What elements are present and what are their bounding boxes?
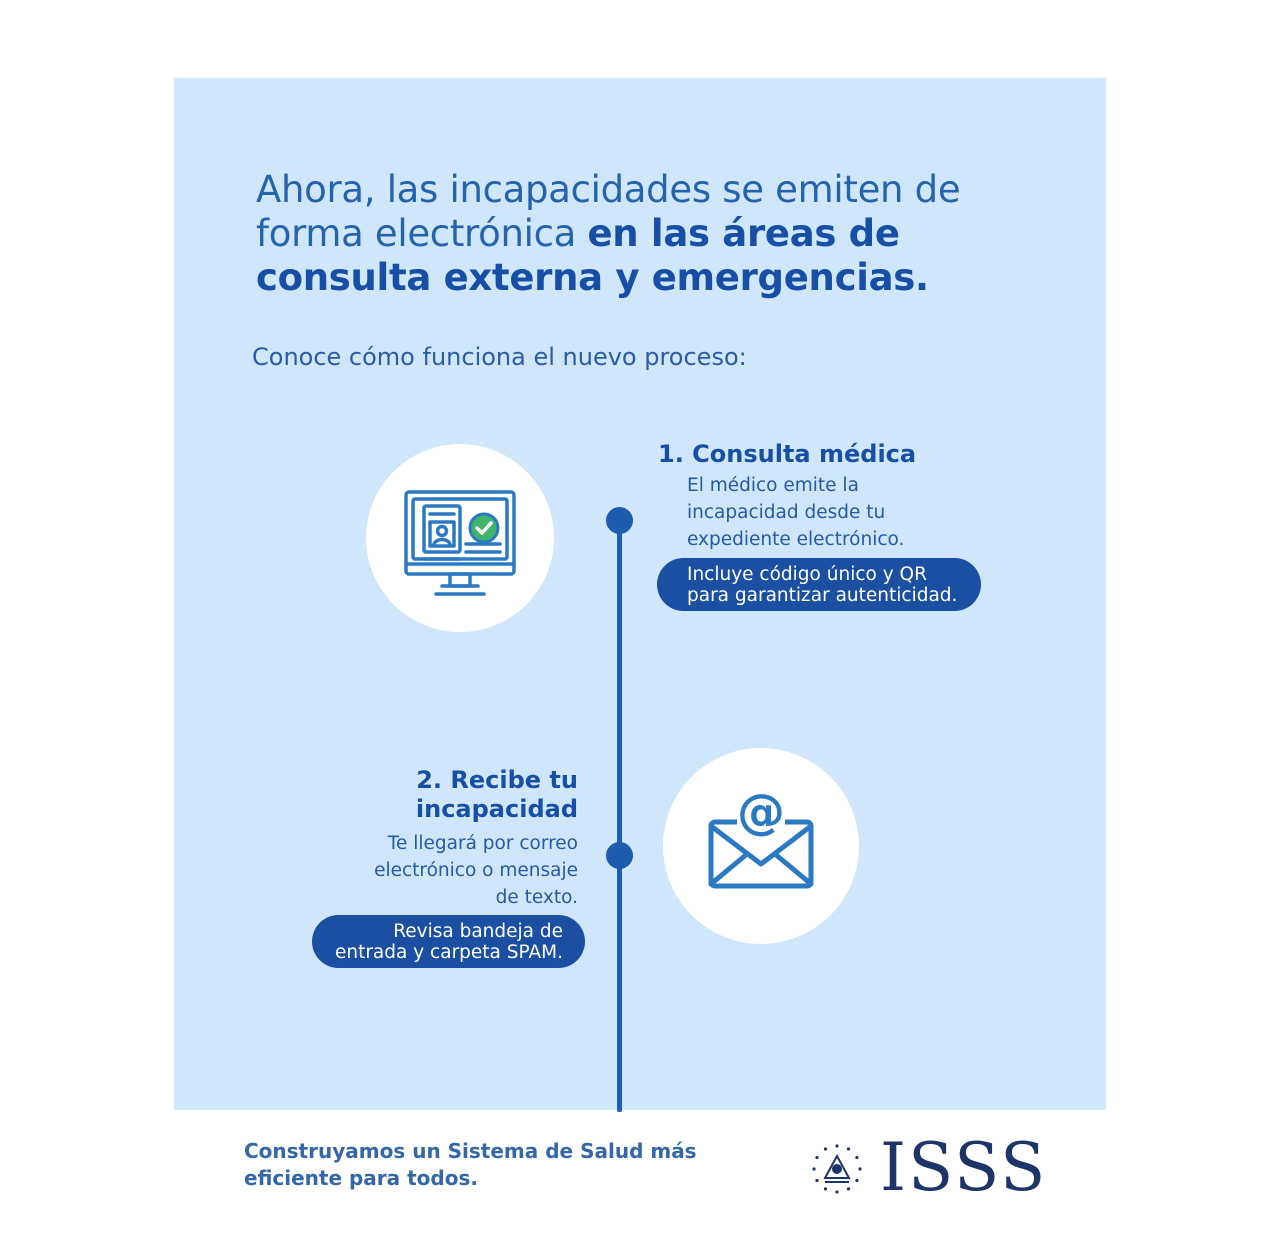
step-1-note-pill [657, 558, 981, 611]
step-1-note-line: Incluye código único y QR [687, 564, 927, 585]
timeline-dot-step-2 [606, 842, 633, 869]
step-2-note-line: Revisa bandeja de [393, 921, 563, 942]
step-2-note-pill [312, 915, 585, 968]
timeline-dot-step-1 [606, 507, 633, 534]
step-2-description [338, 830, 578, 911]
step-2-line: Te llegará por correo [387, 833, 578, 854]
step-2-icon-circle [663, 748, 859, 944]
step-1-icon-circle [366, 444, 554, 632]
intro-text: Conoce cómo funciona el nuevo proceso: [252, 343, 747, 371]
step-1-line: El médico emite la [687, 475, 859, 496]
step-1-line: expediente electrónico. [687, 529, 905, 550]
national-seal-icon [810, 1142, 864, 1196]
step-2-title [378, 766, 578, 824]
footer-slogan [244, 1138, 704, 1192]
isss-logo-text: ISSS [880, 1129, 1048, 1206]
footer-slogan-line: eficiente para todos. [244, 1166, 478, 1190]
step-1-description [687, 472, 947, 553]
step-2-title-line: incapacidad [415, 795, 578, 823]
headline-bold: en las áreas de consulta externa y emergencias. [256, 212, 929, 299]
step-1-note-line: para garantizar autenticidad. [687, 585, 958, 606]
footer-slogan-line: Construyamos un Sistema de Salud más [244, 1139, 697, 1163]
headline [256, 168, 1016, 300]
step-1-line: incapacidad desde tu [687, 502, 886, 523]
step-2-line: de texto. [495, 887, 578, 908]
headline-regular: Ahora, las incapacidades se emiten de forma electrónica [256, 168, 961, 255]
step-1-title: 1. Consulta médica [658, 440, 917, 468]
svg-text:@: @ [737, 784, 785, 840]
step-2-note-line: entrada y carpeta SPAM. [334, 942, 563, 963]
timeline-line [617, 520, 622, 1112]
step-2-line: electrónico o mensaje [374, 860, 578, 881]
computer-checkmark-icon [366, 444, 554, 632]
email-at-icon [663, 748, 859, 944]
step-2-title-line: 2. Recibe tu [416, 766, 578, 794]
